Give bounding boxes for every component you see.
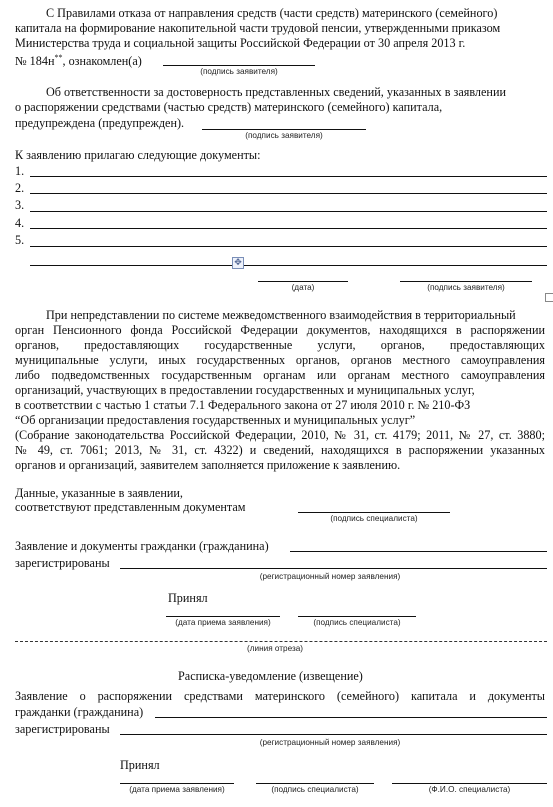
p3-line-7: в соответствии с частью 1 статьи 7.1 Федерального закона от 27 июля 2010 г. № 210-ФЗ (15, 398, 471, 412)
p3-line-11: органов и организаций, заявителем заполняется приложение к заявлению. (15, 458, 401, 472)
accepted-label: Принял (168, 591, 208, 605)
document-line-5[interactable] (30, 246, 547, 247)
document-line-2[interactable] (30, 193, 547, 194)
table-end-marker (545, 293, 553, 302)
p3-line-5: либо подведомственных государственным органам или органам местного самоуправления (15, 368, 545, 382)
document-item-number-3: 3. (15, 198, 25, 212)
receipt-citizen-name-line[interactable] (155, 717, 547, 718)
p3-line-6: организаций, участвующих в предоставлении государственных и муниципальных услуг, (15, 383, 475, 397)
specialist-signature-line-2[interactable] (298, 616, 416, 617)
receipt-line-1: Заявление о распоряжении средствами материнского (семейного) капитала и документы (15, 689, 545, 703)
document-line-4[interactable] (30, 228, 547, 229)
receipt-registration-number-line[interactable] (120, 734, 547, 735)
p3-line-8: “Об организации предоставления государственных и муниципальных услуг” (15, 413, 416, 427)
applicant-signature-caption-1: (подпись заявителя) (200, 67, 278, 76)
p1-line-4 (15, 51, 142, 68)
document-item-number-2: 2. (15, 181, 25, 195)
p2-line-2: о распоряжении средствами (частью средств) материнского (семейного) капитала, (15, 100, 443, 114)
receipt-specialist-name-line[interactable] (392, 783, 547, 784)
acceptance-date-line[interactable] (166, 616, 280, 617)
receipt-registration-number-caption: (регистрационный номер заявления) (259, 738, 401, 747)
registration-number-caption: (регистрационный номер заявления) (259, 572, 401, 581)
receipt-title: Расписка-уведомление (извещение) (178, 669, 363, 683)
p3-line-1: При непредставлении по системе межведомственного взаимодействия в территориальный (46, 308, 516, 322)
document-item-number-4: 4. (15, 216, 25, 230)
document-item-number-1: 1. (15, 164, 25, 178)
move-handle-icon[interactable]: ✥ (232, 257, 244, 269)
documents-signature-line[interactable] (400, 281, 532, 282)
citizen-name-line[interactable] (290, 551, 547, 552)
p3-line-4: муниципальные услуги, иных государственных органов, органов местного самоуправления (15, 353, 545, 367)
p2-line-3: предупреждена (предупрежден). (15, 116, 185, 130)
applicant-signature-line-2[interactable] (202, 129, 366, 130)
p1-line-3: Министерства труда и социальной защиты Российской Федерации от 30 апреля 2013 г. (15, 36, 466, 50)
acceptance-date-caption: (дата приема заявления) (175, 618, 271, 627)
receipt-specialist-signature-caption: (подпись специалиста) (271, 785, 359, 794)
receipt-accepted-label: Принял (120, 758, 160, 772)
registration-number-line[interactable] (120, 568, 547, 569)
p3-line-2: орган Пенсионного фонда Российской Федерации документов, находящихся в распоряжении (15, 323, 545, 337)
cut-line-caption: (линия отреза) (247, 644, 303, 653)
applicant-signature-caption-2: (подпись заявителя) (245, 131, 323, 140)
documents-heading: К заявлению прилагаю следующие документы: (15, 148, 261, 162)
footnote-mark: ** (54, 53, 63, 62)
document-item-number-5: 5. (15, 233, 25, 247)
cut-line (15, 641, 547, 642)
receipt-acceptance-date-caption: (дата приема заявления) (129, 785, 225, 794)
p2-line-1: Об ответственности за достоверность представленных сведений, указанных в заявлении (46, 85, 506, 99)
receipt-line-3: зарегистрированы (15, 722, 110, 736)
receipt-specialist-name-caption: (Ф.И.О. специалиста) (428, 785, 511, 794)
registration-line-2: зарегистрированы (15, 556, 110, 570)
acknowledged-text: , ознакомлен(а) (62, 54, 142, 69)
receipt-line-2: гражданки (гражданина) (15, 705, 144, 719)
documents-date-line[interactable] (258, 281, 348, 282)
p3-line-9: (Собрание законодательства Российской Федерации, 2010, № 31, ст. 4179; 2011, № 27, ст. 3880; (15, 428, 545, 442)
specialist-signature-caption-2: (подпись специалиста) (313, 618, 401, 627)
check-line-2: соответствуют представленным документам (15, 500, 246, 514)
check-line-1: Данные, указанные в заявлении, (15, 486, 183, 500)
p1-line-1: С Правилами отказа от направления средств (части средств) материнского (семейного) (46, 6, 498, 20)
documents-signature-caption: (подпись заявителя) (427, 283, 505, 292)
specialist-signature-line-1[interactable] (298, 512, 450, 513)
receipt-specialist-signature-line[interactable] (256, 783, 374, 784)
document-line-1[interactable] (30, 176, 547, 177)
p3-line-3: органов, предоставляющих государственные услуги, органов, предоставляющих (15, 338, 545, 352)
receipt-acceptance-date-line[interactable] (120, 783, 234, 784)
documents-date-caption: (дата) (291, 283, 315, 292)
p1-line-2: капитала на формирование накопительной части трудовой пенсии, утвержденными приказом (15, 21, 501, 35)
order-number: № 184н (15, 54, 55, 69)
registration-line-1: Заявление и документы гражданки (гражданина) (15, 539, 269, 553)
p3-line-10: № 49, ст. 7061; 2013, № 31, ст. 4322) и сведений, находящихся в распоряжении указанных (15, 443, 545, 457)
applicant-signature-line-1[interactable] (163, 65, 315, 66)
document-line-3[interactable] (30, 211, 547, 212)
document-line-6[interactable] (30, 265, 547, 266)
specialist-signature-caption-1: (подпись специалиста) (330, 514, 418, 523)
